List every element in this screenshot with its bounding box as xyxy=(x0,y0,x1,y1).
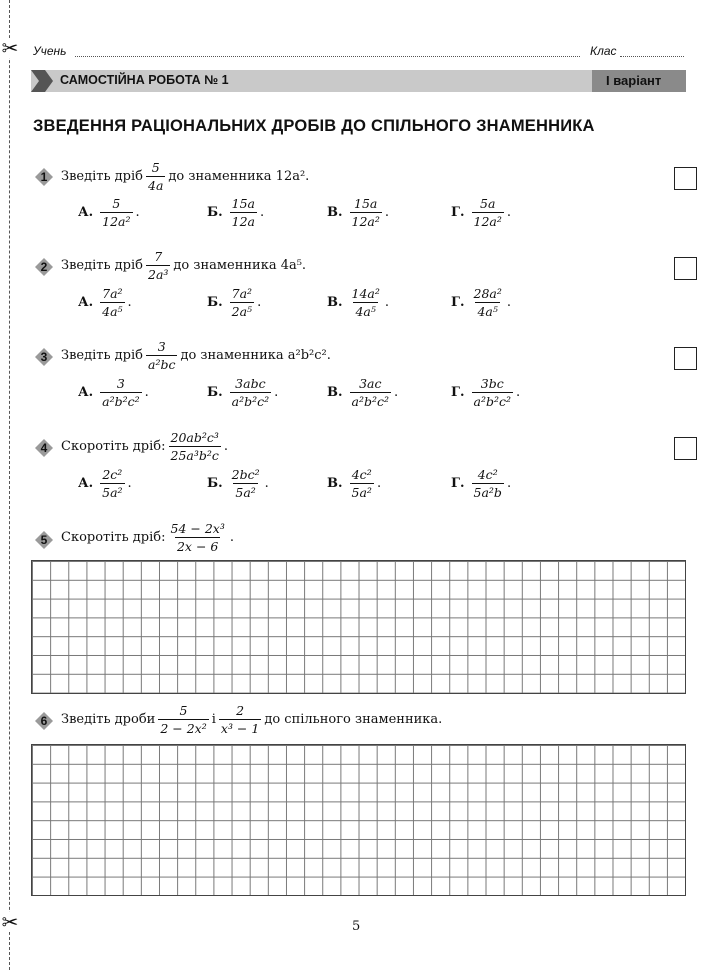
question-fraction: $\frac{2}{\text{x³ − 1}}$ xyxy=(220,703,260,736)
task-question: Зведіть дріб $\frac{3}{\text{a²bc}}$ до знаменника a²b²c². xyxy=(61,339,331,372)
answer-option[interactable]: Б. $\frac{15a}{12a}$ . xyxy=(207,196,265,229)
task-number-badge: 5 xyxy=(35,531,53,549)
answer-option[interactable]: А. $\frac{\text{2c²}}{\text{5a²}}$ . xyxy=(78,467,132,500)
page-number: 5 xyxy=(352,919,361,934)
answer-grid[interactable] xyxy=(31,560,686,694)
page-title: ЗВЕДЕННЯ РАЦІОНАЛЬНИХ ДРОБІВ ДО СПІЛЬНОГО ЗНАМЕННИКА xyxy=(33,117,595,135)
student-label: Учень xyxy=(33,44,67,58)
answer-option[interactable]: В. $\frac{15a}{\text{12a²}}$ . xyxy=(327,196,390,229)
answer-option[interactable]: Г. $\frac{5a}{\text{12a²}}$ . xyxy=(451,196,512,229)
task-number-badge: 4 xyxy=(35,439,53,457)
question-fraction: $\frac{5}{\text{2 − 2x²}}$ xyxy=(160,703,207,736)
task-question: Зведіть дроби $\frac{5}{\text{2 − 2x²}}$ і $\frac{2}{\text{x³ − 1}}$ до спільного знаменника. xyxy=(61,703,443,736)
task-question: Зведіть дріб $\frac{7}{\text{2a³}}$ до знаменника 4a⁵. xyxy=(61,249,307,282)
banner-chevron-icon xyxy=(31,70,61,92)
work-title: САМОСТІЙНА РОБОТА № 1 xyxy=(60,73,229,87)
answer-grid[interactable] xyxy=(31,744,686,896)
task-number-badge: 2 xyxy=(35,258,53,276)
answer-option[interactable]: Б. $\frac{\text{2bc²}}{\text{5a²}}$ . xyxy=(207,467,269,500)
answer-option[interactable]: Г. $\frac{\text{28a²}}{\text{4a⁵}}$ . xyxy=(451,286,512,319)
variant-label: I варіант xyxy=(606,73,662,88)
question-fraction: $\frac{7}{\text{2a³}}$ xyxy=(148,249,169,282)
scissors-icon: ✂ xyxy=(1,910,19,934)
task-question: Скоротіть дріб: $\frac{\text{20ab²c³}}{\text{25a³b²c}}$ . xyxy=(61,430,229,463)
answer-option[interactable]: В. $\frac{\text{14a²}}{\text{4a⁵}}$ . xyxy=(327,286,390,319)
answer-option[interactable]: Г. $\frac{\text{4c²}}{\text{5a²b}}$ . xyxy=(451,467,512,500)
student-name-field[interactable] xyxy=(75,56,580,57)
task-question: Скоротіть дріб: $\frac{\text{54 − 2x³}}{2x - 6}$ . xyxy=(61,521,234,554)
cut-line xyxy=(9,0,10,970)
answer-option[interactable]: Б. $\frac{\text{3abc}}{\text{a²b²c²}}$ . xyxy=(207,376,279,409)
task-number-badge: 6 xyxy=(35,712,53,730)
answer-option[interactable]: В. $\frac{3ac}{\text{a²b²c²}}$ . xyxy=(327,376,399,409)
answer-option[interactable]: Г. $\frac{3bc}{\text{a²b²c²}}$ . xyxy=(451,376,521,409)
question-fraction: $\frac{\text{20ab²c³}}{\text{25a³b²c}}$ xyxy=(170,430,219,463)
scissors-icon: ✂ xyxy=(1,36,19,60)
task-question: Зведіть дріб $\frac{5}{4a}$ до знаменника 12a². xyxy=(61,160,310,193)
task-number-badge: 3 xyxy=(35,348,53,366)
answer-option[interactable]: А. $\frac{5}{\text{12a²}}$ . xyxy=(78,196,140,229)
answer-box[interactable] xyxy=(674,347,697,370)
answer-option[interactable]: А. $\frac{3}{\text{a²b²c²}}$ . xyxy=(78,376,149,409)
class-field[interactable] xyxy=(620,56,684,57)
answer-option[interactable]: Б. $\frac{\text{7a²}}{\text{2a⁵}}$ . xyxy=(207,286,262,319)
answer-option[interactable]: В. $\frac{\text{4c²}}{\text{5a²}}$ . xyxy=(327,467,382,500)
answer-box[interactable] xyxy=(674,257,697,280)
answer-box[interactable] xyxy=(674,437,697,460)
answer-box[interactable] xyxy=(674,167,697,190)
question-fraction: $\frac{5}{4a}$ xyxy=(148,160,164,193)
answer-option[interactable]: А. $\frac{\text{7a²}}{\text{4a⁵}}$ . xyxy=(78,286,132,319)
class-label: Клас xyxy=(590,44,617,58)
question-fraction: $\frac{3}{\text{a²bc}}$ xyxy=(148,339,176,372)
task-number-badge: 1 xyxy=(35,168,53,186)
question-fraction: $\frac{\text{54 − 2x³}}{2x - 6}$ xyxy=(170,521,225,554)
